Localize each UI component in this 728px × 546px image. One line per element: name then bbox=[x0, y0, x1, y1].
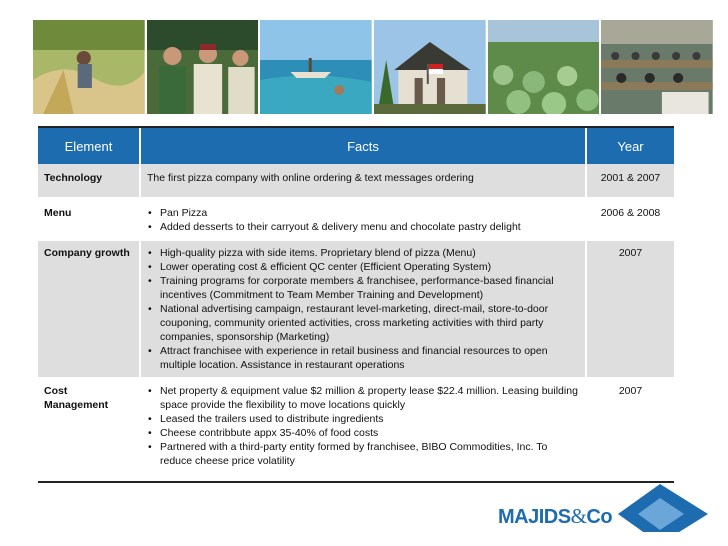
table bbox=[38, 128, 674, 475]
header-element: Element bbox=[38, 128, 140, 164]
year-cell: 2007 bbox=[586, 378, 674, 474]
list-item: • Pan Pizza bbox=[147, 206, 579, 220]
facts-cell bbox=[140, 198, 586, 240]
year-cell: 2007 bbox=[586, 240, 674, 378]
photo-farmer-harvest bbox=[33, 20, 145, 114]
logo-amp: & bbox=[570, 504, 587, 528]
element-cell: Company growth bbox=[38, 240, 140, 378]
list-item: • Added desserts to their carryout & delivery menu and chocolate pastry delight bbox=[147, 220, 579, 234]
facts-table bbox=[38, 126, 674, 483]
element-cell: Menu bbox=[38, 198, 140, 240]
company-logo bbox=[498, 484, 708, 532]
header-year: Year bbox=[586, 128, 674, 164]
list-item: • National advertising campaign, restaurant level-marketing, direct-mail, store-to-door couponing, community oriented activities, cross marketing activities with third party companies, sponsorship (Marketing) bbox=[147, 302, 579, 344]
table-row-menu bbox=[38, 198, 674, 240]
photo-sea-boat bbox=[260, 20, 372, 114]
header-row bbox=[38, 128, 674, 164]
list-item: • Lower operating cost & efficient QC center (Efficient Operating System) bbox=[147, 260, 579, 274]
list-item: • Partnered with a third-party entity formed by franchisee, BIBO Commodities, Inc. To reduce cheese price volatility bbox=[147, 440, 579, 468]
list-item: • Net property & equipment value $2 million & property lease $22.4 million. Leasing building space provide the flexibility to move locations quickly bbox=[147, 384, 579, 412]
year-cell: 2006 & 2008 bbox=[586, 198, 674, 240]
list-item: • Training programs for corporate members & franchisee, performance-based financial incentives (Commitment to Team Member Training and Development) bbox=[147, 274, 579, 302]
photo-cabbage-field bbox=[488, 20, 600, 114]
header-facts: Facts bbox=[140, 128, 586, 164]
logo-diamond-icon bbox=[598, 484, 708, 532]
photo-assembly-hall bbox=[601, 20, 713, 114]
table-row-cost-management bbox=[38, 378, 674, 474]
fact-text: The first pizza company with online ordering & text messages ordering bbox=[147, 172, 474, 184]
list-item: • Leased the trailers used to distribute ingredients bbox=[147, 412, 579, 426]
table-row-technology bbox=[38, 164, 674, 198]
facts-cell bbox=[140, 240, 586, 378]
element-cell: Technology bbox=[38, 164, 140, 198]
photo-building-flag bbox=[374, 20, 486, 114]
photo-strip bbox=[33, 20, 713, 114]
year-cell: 2001 & 2007 bbox=[586, 164, 674, 198]
list-item: • Attract franchisee with experience in retail business and financial resources to open multiple location. Assistance in restaurant operations bbox=[147, 344, 579, 372]
logo-text bbox=[498, 504, 612, 529]
list-item: • High-quality pizza with side items. Proprietary blend of pizza (Menu) bbox=[147, 246, 579, 260]
logo-main: MAJIDS bbox=[498, 506, 571, 528]
bottom-rule bbox=[38, 481, 674, 483]
element-cell: Cost Management bbox=[38, 378, 140, 474]
photo-officials-ceremony bbox=[147, 20, 259, 114]
facts-cell bbox=[140, 378, 586, 474]
facts-cell bbox=[140, 164, 586, 198]
table-row-company-growth bbox=[38, 240, 674, 378]
logo-suffix: Co bbox=[586, 506, 613, 528]
list-item: • Cheese contribbute appx 35-40% of food costs bbox=[147, 426, 579, 440]
